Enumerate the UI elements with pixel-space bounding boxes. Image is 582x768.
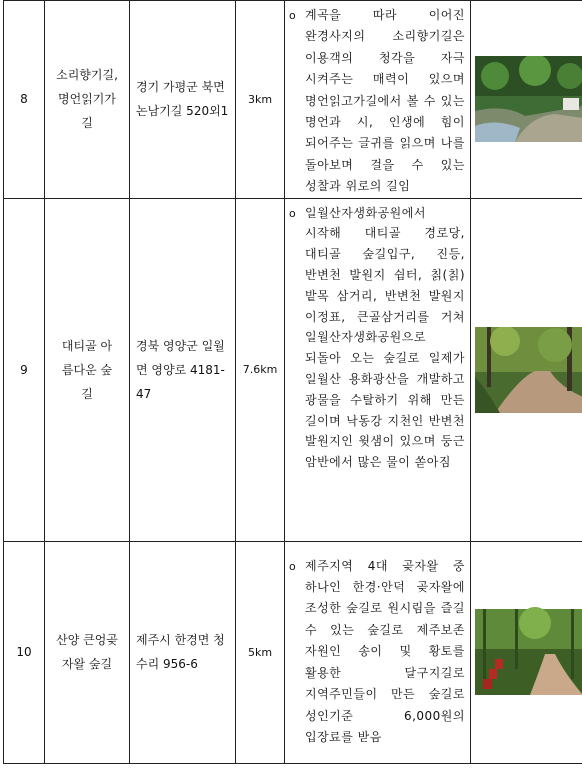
trail-length: 3km bbox=[236, 1, 285, 199]
trail-name: 대티골 아름다운 숲길 bbox=[45, 198, 130, 541]
bullet-marker: o bbox=[289, 559, 296, 573]
description-text: 계곡을 따라 이어진 완경사지의 소리향기길은 이용객의 청각을 자극 시켜주는 매력이 있으며 명언읽고가길에서 볼 수 있는 명언과 시, 인생에 힘이 되어주는 글귀를 읽으며 나를 돌아보며 걸을 수 있는 성찰과 위로의 길임 bbox=[305, 8, 465, 194]
trail-description bbox=[285, 1, 471, 199]
trail-length: 5km bbox=[236, 541, 285, 763]
row-number: 10 bbox=[4, 541, 45, 763]
trail-name: 산양 큰엉곶자왈 숲길 bbox=[45, 541, 130, 763]
row-number: 8 bbox=[4, 1, 45, 199]
trail-table bbox=[3, 0, 582, 764]
table-row bbox=[4, 198, 582, 541]
trail-length: 7.6km bbox=[236, 198, 285, 541]
trail-photo-cell bbox=[471, 198, 582, 541]
trail-location: 경북 영양군 일월면 영양로 4181-47 bbox=[130, 198, 236, 541]
trail-description bbox=[285, 198, 471, 541]
trail-location: 경기 가평군 북면 논남기길 520외1 bbox=[130, 1, 236, 199]
trail-photo bbox=[475, 603, 582, 701]
description-text: 일월산자생화공원에서 시작해 대티골 경로당, 대티골 숲길입구, 진등, 반변천 발원지 쉼터, 칡(칡)밭목 삼거리, 반변천 발원지 이정표, 큰골삼거리를 거쳐 일월산자생화공원으로 되돌아 오는 숲길로 일제가 일월산 용화광산을 개발하고 광물을 수탈하기 위해 만든 길이며 낙동강 지천인 반변천 발원지인 윗샘이 있으며 둥근 암반에서 많은 물이 쏟아짐 bbox=[305, 205, 465, 470]
trail-name: 소리향기길, 명언읽기가길 bbox=[45, 1, 130, 199]
trail-photo-cell bbox=[471, 1, 582, 199]
table-row bbox=[4, 541, 582, 763]
trail-description bbox=[285, 541, 471, 763]
row-number: 9 bbox=[4, 198, 45, 541]
description-text: 제주지역 4대 곶자왈 중 하나인 한경·안덕 곶자왈에 조성한 숲길로 원시림을 즐길 수 있는 숲길로 제주보존 자원인 송이 및 황토를 활용한 달구지길로 지역주민들이 만든 숲길로 성인기준 6,000원의 입장료를 받음 bbox=[305, 558, 465, 744]
trail-photo bbox=[475, 327, 582, 413]
trail-location: 제주시 한경면 청수리 956-6 bbox=[130, 541, 236, 763]
bullet-marker: o bbox=[289, 9, 296, 22]
bullet-marker: o bbox=[289, 206, 296, 220]
table-row bbox=[4, 1, 582, 199]
trail-photo bbox=[475, 56, 582, 142]
trail-photo-cell bbox=[471, 541, 582, 763]
